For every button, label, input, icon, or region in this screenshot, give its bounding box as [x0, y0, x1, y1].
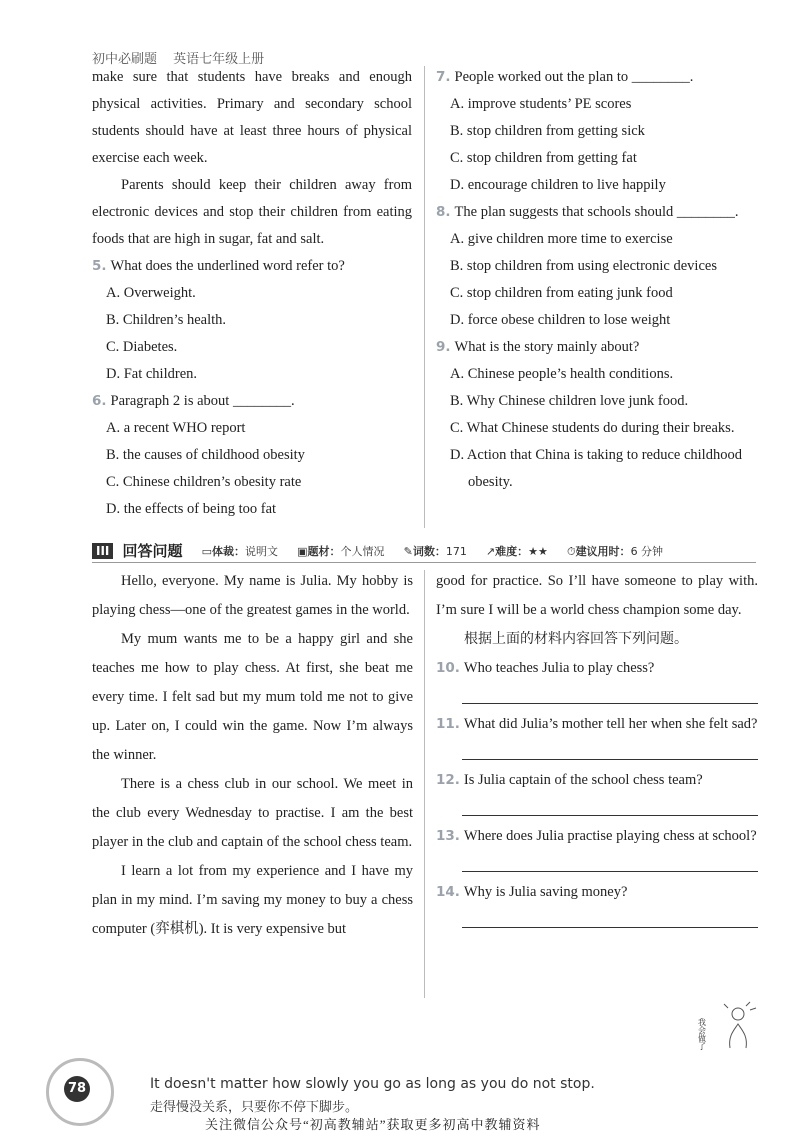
time-info: ⏱建议用时：6 分钟 [566, 544, 664, 558]
option-c[interactable]: C. Chinese children’s obesity rate [106, 474, 302, 490]
quote-chinese: 走得慢没关系，只要你不停下脚步。 [150, 1099, 359, 1114]
column-divider [424, 570, 425, 998]
option-b[interactable]: B. Why Chinese children love junk food. [450, 393, 689, 409]
option-d[interactable]: D. Fat children. [106, 366, 198, 382]
section-title: 回答问题 [122, 542, 183, 560]
promo-text: 关注微信公众号“初高教辅站”获取更多初高中教辅资料 [205, 1117, 541, 1132]
question-11 [436, 710, 758, 760]
question-text: Is Julia captain of the school chess team? [463, 772, 703, 788]
question-number: 8. [436, 204, 451, 220]
question-5 [92, 253, 412, 388]
option-a[interactable]: A. Overweight. [106, 285, 196, 301]
passage-paragraph: I learn a lot from my experience and I have my plan in my mind. I’m saving my money to buy a chess computer (弈棋机). It is very expensive but [92, 863, 413, 937]
option-b[interactable]: B. stop children from getting sick [450, 123, 645, 139]
answer-line[interactable] [462, 907, 758, 928]
left-top-column [92, 64, 412, 523]
option-b[interactable]: B. Children’s health. [106, 312, 227, 328]
question-number: 12. [436, 772, 460, 788]
question-number: 11. [436, 716, 460, 732]
option-d[interactable]: D. the effects of being too fat [106, 501, 277, 517]
question-text: What did Julia’s mother tell her when she felt sad? [463, 716, 758, 732]
option-a[interactable]: A. improve students’ PE scores [450, 96, 632, 112]
question-number: 10. [436, 660, 460, 676]
question-7 [436, 64, 758, 199]
genre-info: ▭体裁：说明文 [201, 544, 279, 558]
answer-line[interactable] [462, 795, 758, 816]
question-8 [436, 199, 758, 334]
topic-info: ▣题材：个人情况 [297, 544, 385, 558]
option-a[interactable]: A. give children more time to exercise [450, 231, 673, 247]
page-number: 78 [64, 1076, 90, 1102]
right-top-column [436, 64, 758, 496]
passage-paragraph: Hello, everyone. My name is Julia. My hobby is playing chess—one of the greatest games in the world. [92, 573, 413, 618]
answer-line[interactable] [462, 739, 758, 760]
question-6 [92, 388, 412, 523]
question-text: Where does Julia practise playing chess at school? [463, 828, 757, 844]
section-badge: III [92, 543, 113, 559]
question-14 [436, 878, 758, 928]
option-c[interactable]: C. Diabetes. [106, 339, 178, 355]
option-c[interactable]: C. stop children from eating junk food [450, 285, 673, 301]
option-a[interactable]: A. a recent WHO report [106, 420, 246, 436]
question-number: 5. [92, 258, 107, 274]
option-c[interactable]: C. stop children from getting fat [450, 150, 637, 166]
question-text: Paragraph 2 is about ________. [110, 393, 295, 409]
option-d[interactable]: D. force obese children to lose weight [450, 312, 671, 328]
passage-paragraph: make sure that students have breaks and enough physical activities. Primary and secondary school students should have at least three hours of physical exercise each week. [92, 69, 412, 166]
option-d[interactable]: D. encourage children to live happily [450, 177, 666, 193]
question-9 [436, 334, 758, 496]
passage-paragraph: My mum wants me to be a happy girl and she teaches me how to play chess. At first, she beat me every time. I felt sad but my mum told me not to give up. Later on, I could win the game. Now I’m always the winner. [92, 631, 413, 763]
question-text: What is the story mainly about? [454, 339, 640, 355]
column-divider [424, 66, 425, 528]
option-b[interactable]: B. the causes of childhood obesity [106, 447, 305, 463]
question-text: Why is Julia saving money? [463, 884, 628, 900]
question-text: The plan suggests that schools should ________. [454, 204, 739, 220]
option-a[interactable]: A. Chinese people’s health conditions. [450, 366, 674, 382]
passage-left-column [92, 567, 413, 944]
question-number: 14. [436, 884, 460, 900]
option-b[interactable]: B. stop children from using electronic devices [450, 258, 717, 274]
passage-continuation: good for practice. So I’ll have someone to play with. I’m sure I will be a world chess champion some day. [436, 573, 758, 618]
hand-doodle-icon [697, 1002, 760, 1052]
question-number: 9. [436, 339, 451, 355]
passage-paragraph: There is a chess club in our school. We meet in the club every Wednesday to practise. I am the best player in the club and captain of the school chess team. [92, 776, 413, 850]
question-number: 6. [92, 393, 107, 409]
question-text: Who teaches Julia to play chess? [463, 660, 655, 676]
difficulty-info: ↗难度：★★ [485, 544, 548, 558]
answer-line[interactable] [462, 683, 758, 704]
quote-english: It doesn't matter how slowly you go as long as you do not stop. [150, 1076, 595, 1092]
question-number: 13. [436, 828, 460, 844]
words-info: ✎词数：171 [403, 544, 467, 558]
option-d[interactable]: D. Action that China is taking to reduce childhood obesity. [450, 447, 742, 490]
book-title: 初中必刷题 [92, 52, 158, 67]
question-text: What does the underlined word refer to? [110, 258, 345, 274]
question-text: People worked out the plan to ________. [454, 69, 694, 85]
question-13 [436, 822, 758, 872]
passage-right-column [436, 567, 758, 934]
question-10 [436, 654, 758, 704]
subject-title: 英语七年级上册 [173, 52, 265, 67]
question-number: 7. [436, 69, 451, 85]
passage-paragraph: Parents should keep their children away from electronic devices and stop their children from eating foods that are high in sugar, fat and salt. [92, 177, 412, 247]
doodle-text: 我会做了 [697, 1018, 707, 1050]
instruction: 根据上面的材料内容回答下列问题。 [464, 632, 688, 647]
option-c[interactable]: C. What Chinese students do during their breaks. [450, 420, 735, 436]
section-header [92, 540, 756, 563]
answer-line[interactable] [462, 851, 758, 872]
question-12 [436, 766, 758, 816]
